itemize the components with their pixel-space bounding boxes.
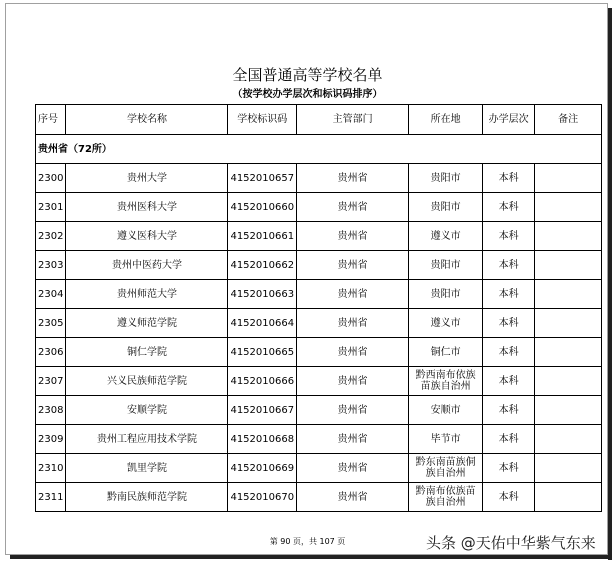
school-name: 黔南民族师范学院 <box>66 483 228 512</box>
department: 贵州省 <box>297 425 409 454</box>
table-row <box>36 164 602 193</box>
school-code: 4152010668 <box>228 425 297 454</box>
education-level: 本科 <box>483 164 535 193</box>
school-code: 4152010667 <box>228 396 297 425</box>
column-header: 序号 <box>36 105 66 135</box>
row-number: 2308 <box>36 396 66 425</box>
department: 贵州省 <box>297 367 409 396</box>
education-level: 本科 <box>483 425 535 454</box>
table-row <box>36 193 602 222</box>
school-code: 4152010660 <box>228 193 297 222</box>
table-row <box>36 222 602 251</box>
column-header: 主管部门 <box>297 105 409 135</box>
education-level: 本科 <box>483 251 535 280</box>
location: 贵阳市 <box>409 280 483 309</box>
location: 黔南布依族苗族自治州 <box>409 483 483 512</box>
education-level: 本科 <box>483 280 535 309</box>
school-name: 遵义医科大学 <box>66 222 228 251</box>
row-number: 2300 <box>36 164 66 193</box>
location: 贵阳市 <box>409 251 483 280</box>
school-code: 4152010663 <box>228 280 297 309</box>
education-level: 本科 <box>483 483 535 512</box>
department: 贵州省 <box>297 280 409 309</box>
table-row <box>36 367 602 396</box>
row-number: 2310 <box>36 454 66 483</box>
location: 安顺市 <box>409 396 483 425</box>
table-row <box>36 483 602 512</box>
school-code: 4152010662 <box>228 251 297 280</box>
page-shadow <box>10 555 612 559</box>
education-level: 本科 <box>483 338 535 367</box>
school-code: 4152010661 <box>228 222 297 251</box>
school-name: 贵州师范大学 <box>66 280 228 309</box>
remark <box>535 425 602 454</box>
table-row <box>36 251 602 280</box>
school-name: 遵义师范学院 <box>66 309 228 338</box>
education-level: 本科 <box>483 309 535 338</box>
row-number: 2302 <box>36 222 66 251</box>
department: 贵州省 <box>297 193 409 222</box>
school-code: 4152010666 <box>228 367 297 396</box>
column-header: 办学层次 <box>483 105 535 135</box>
column-header: 备注 <box>535 105 602 135</box>
row-number: 2309 <box>36 425 66 454</box>
document-subtitle: （按学校办学层次和标识码排序） <box>232 89 383 100</box>
document-title: 全国普通高等学校名单 <box>232 66 383 84</box>
education-level: 本科 <box>483 193 535 222</box>
location: 黔东南苗族侗族自治州 <box>409 454 483 483</box>
remark <box>535 280 602 309</box>
row-number: 2311 <box>36 483 66 512</box>
school-code: 4152010664 <box>228 309 297 338</box>
location: 贵阳市 <box>409 193 483 222</box>
location: 贵阳市 <box>409 164 483 193</box>
table-row <box>36 396 602 425</box>
row-number: 2307 <box>36 367 66 396</box>
department: 贵州省 <box>297 454 409 483</box>
remark <box>535 454 602 483</box>
school-code: 4152010669 <box>228 454 297 483</box>
school-name: 贵州大学 <box>66 164 228 193</box>
table-row <box>36 454 602 483</box>
department: 贵州省 <box>297 251 409 280</box>
school-code: 4152010665 <box>228 338 297 367</box>
watermark: 头条 @天佑中华紫气东来 <box>426 534 596 552</box>
row-number: 2301 <box>36 193 66 222</box>
table-row <box>36 338 602 367</box>
page-footer: 第 90 页，共 107 页 <box>269 537 346 546</box>
location: 遵义市 <box>409 309 483 338</box>
province-row <box>36 135 602 164</box>
column-header: 所在地 <box>409 105 483 135</box>
table-row <box>36 280 602 309</box>
remark <box>535 338 602 367</box>
location: 黔西南布依族苗族自治州 <box>409 367 483 396</box>
department: 贵州省 <box>297 338 409 367</box>
remark <box>535 251 602 280</box>
remark <box>535 483 602 512</box>
remark <box>535 309 602 338</box>
row-number: 2304 <box>36 280 66 309</box>
department: 贵州省 <box>297 222 409 251</box>
location: 遵义市 <box>409 222 483 251</box>
school-name: 贵州中医药大学 <box>66 251 228 280</box>
remark <box>535 193 602 222</box>
department: 贵州省 <box>297 396 409 425</box>
row-number: 2303 <box>36 251 66 280</box>
education-level: 本科 <box>483 396 535 425</box>
remark <box>535 396 602 425</box>
education-level: 本科 <box>483 367 535 396</box>
province-label: 贵州省（72所） <box>36 135 602 164</box>
education-level: 本科 <box>483 222 535 251</box>
table-row <box>36 425 602 454</box>
table-header-row <box>36 105 602 135</box>
row-number: 2306 <box>36 338 66 367</box>
remark <box>535 164 602 193</box>
remark <box>535 367 602 396</box>
school-code: 4152010657 <box>228 164 297 193</box>
school-table <box>35 104 602 512</box>
school-name: 贵州医科大学 <box>66 193 228 222</box>
education-level: 本科 <box>483 454 535 483</box>
school-name: 铜仁学院 <box>66 338 228 367</box>
column-header: 学校标识码 <box>228 105 297 135</box>
school-name: 安顺学院 <box>66 396 228 425</box>
school-name: 贵州工程应用技术学院 <box>66 425 228 454</box>
location: 毕节市 <box>409 425 483 454</box>
location: 铜仁市 <box>409 338 483 367</box>
school-name: 兴义民族师范学院 <box>66 367 228 396</box>
school-code: 4152010670 <box>228 483 297 512</box>
table-row <box>36 309 602 338</box>
column-header: 学校名称 <box>66 105 228 135</box>
row-number: 2305 <box>36 309 66 338</box>
department: 贵州省 <box>297 164 409 193</box>
remark <box>535 222 602 251</box>
school-name: 凯里学院 <box>66 454 228 483</box>
department: 贵州省 <box>297 483 409 512</box>
department: 贵州省 <box>297 309 409 338</box>
